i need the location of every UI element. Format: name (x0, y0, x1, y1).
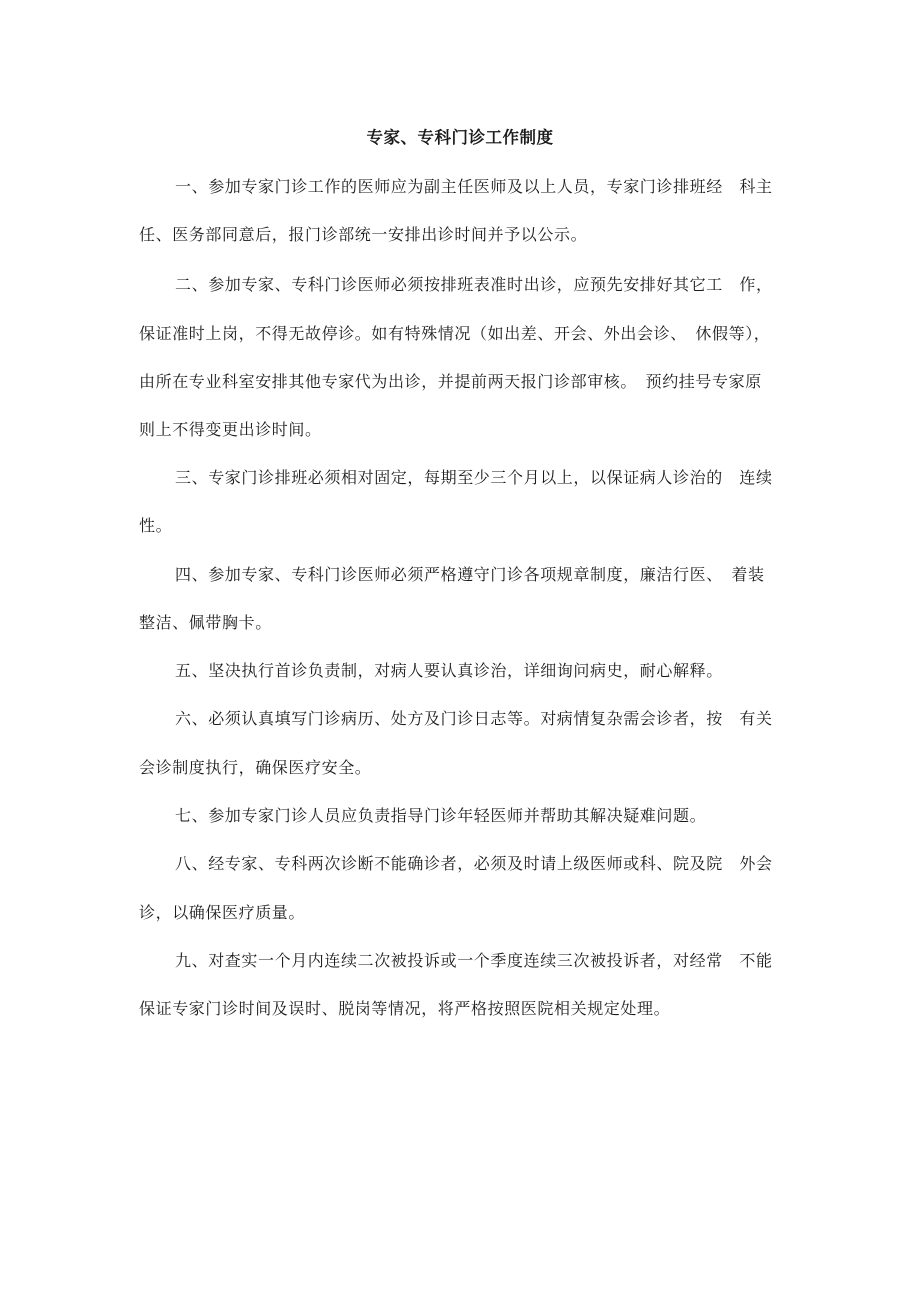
paragraph-7-line-1: 七、参加专家门诊人员应负责指导门诊年轻医师并帮助其解决疑难问题。 (175, 806, 707, 825)
paragraph-9-line-2: 保证专家门诊时间及误时、脱岗等情况，将严格按照医院相关规定处理。 (139, 999, 671, 1018)
paragraph-2-line-3: 由所在专业科室安排其他专家代为出诊，并提前两天报门诊部审核。 预约挂号专家原 (139, 372, 762, 391)
paragraph-2-line-2: 保证准时上岗，不得无故停诊。如有特殊情况（如出差、开会、外出会诊、 休假等）， (139, 324, 771, 343)
paragraph-6-line-2: 会诊制度执行，确保医疗安全。 (139, 758, 372, 777)
paragraph-8-line-1: 八、经专家、专科两次诊断不能确诊者，必须及时请上级医师或科、院及院 外会 (175, 854, 773, 873)
paragraph-4-line-1: 四、参加专家、专科门诊医师必须严格遵守门诊各项规章制度，廉洁行医、 着装 (175, 565, 765, 584)
paragraph-1-line-1: 一、参加专家门诊工作的医师应为副主任医师及以上人员，专家门诊排班经 科主 (175, 177, 773, 196)
paragraph-1-line-2: 任、医务部同意后，报门诊部统一安排出诊时间并予以公示。 (139, 225, 588, 244)
paragraph-5-line-1: 五、坚决执行首诊负责制，对病人要认真诊治，详细询问病史，耐心解释。 (175, 661, 723, 680)
paragraph-2-line-4: 则上不得变更出诊时间。 (139, 420, 322, 439)
document-title: 专家、专科门诊工作制度 (366, 128, 554, 147)
paragraph-3-line-2: 性。 (139, 516, 173, 535)
paragraph-3-line-1: 三、专家门诊排班必须相对固定，每期至少三个月以上，以保证病人诊治的 连续 (175, 468, 773, 487)
paragraph-8-line-2: 诊，以确保医疗质量。 (139, 903, 306, 922)
paragraph-2-line-1: 二、参加专家、专科门诊医师必须按排班表准时出诊，应预先安排好其它工 作， (175, 275, 773, 294)
paragraph-6-line-1: 六、必须认真填写门诊病历、处方及门诊日志等。对病情复杂需会诊者，按 有关 (175, 709, 773, 728)
paragraph-9-line-1: 九、对查实一个月内连续二次被投诉或一个季度连续三次被投诉者，对经常 不能 (175, 951, 773, 970)
paragraph-4-line-2: 整洁、佩带胸卡。 (139, 613, 272, 632)
